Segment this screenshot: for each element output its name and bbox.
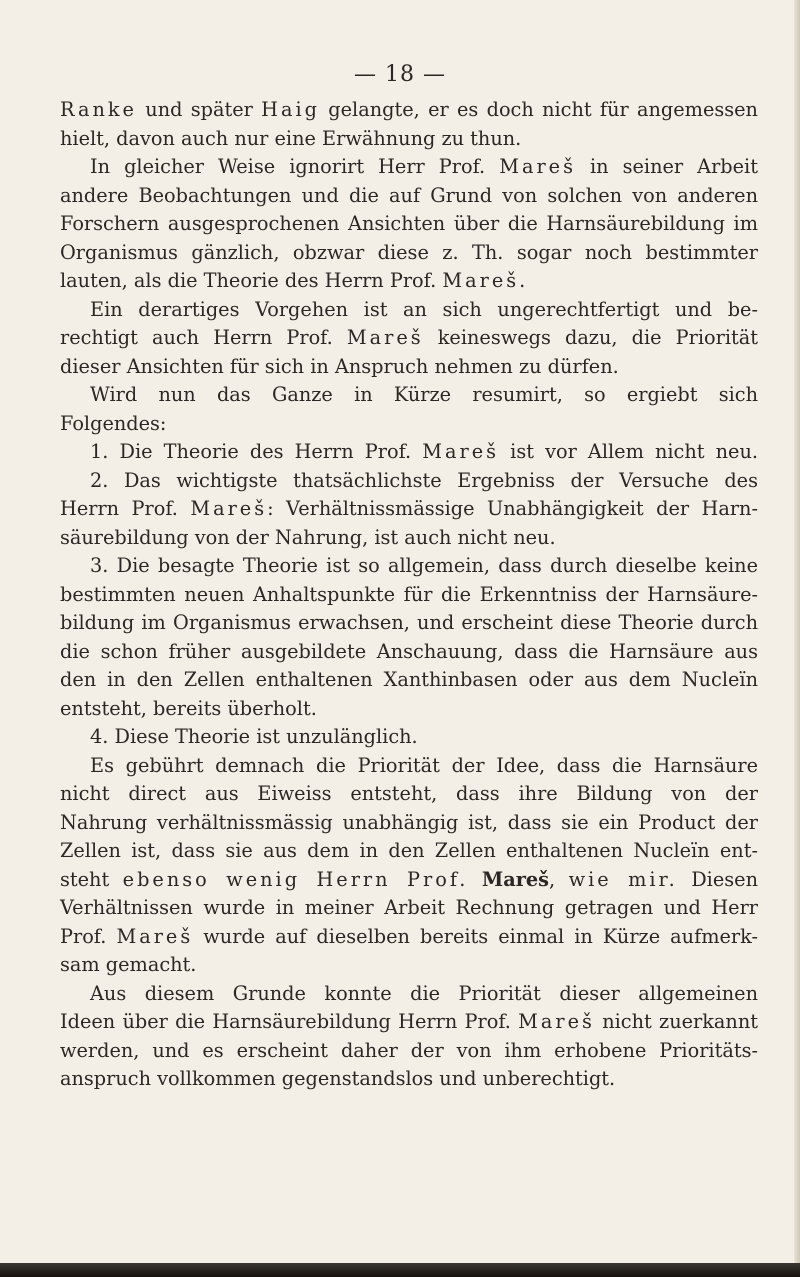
text-line: sam gemacht. xyxy=(60,953,197,976)
page-number: — 18 — xyxy=(354,62,446,87)
text-line: die schon früher ausgebildete Anschauung, dass die Harnsäure aus xyxy=(60,639,758,663)
text-line: Verhältnissen wurde in meiner Arbeit Rechnung getragen und Herr xyxy=(60,896,758,919)
text-line: den in den Zellen enthaltenen Xanthinbasen oder aus dem Nucleïn xyxy=(60,668,758,691)
list-item-4: 4. Diese Theorie ist unzulänglich. xyxy=(90,725,418,748)
text-line: Nahrung verhältnissmässig unabhängig ist, dass sie ein Product der xyxy=(60,810,758,834)
text-line: andere Beobachtungen und die auf Grund von solchen von anderen xyxy=(60,183,758,207)
text-line: Organismus gänzlich, obzwar diese z. Th. sogar noch bestimmter xyxy=(60,240,758,264)
text-line: rechtigt auch Herrn Prof. Mareš keineswegs dazu, die Priorität xyxy=(60,326,758,349)
text-line: Herrn Prof. Mareš: Verhältnissmässige Unabhängigkeit der Harn- xyxy=(60,497,758,520)
text-line: Prof. Mareš wurde auf dieselben bereits einmal in Kürze aufmerk- xyxy=(60,924,758,948)
list-item-2: 2. Das wichtigste thatsächlichste Ergebniss der Versuche des xyxy=(90,468,758,492)
text-line: anspruch vollkommen gegenstandslos und unberechtigt. xyxy=(60,1067,616,1090)
list-item-3: 3. Die besagte Theorie ist so allgemein, dass durch dieselbe keine xyxy=(90,554,758,577)
list-item-1: 1. Die Theorie des Herrn Prof. Mareš ist vor Allem nicht neu. xyxy=(90,440,758,463)
text-line: werden, und es erscheint daher der von ihm erhobene Prioritäts- xyxy=(60,1038,758,1062)
text-line: hielt, davon auch nur eine Erwähnung zu thun. xyxy=(60,126,522,150)
text-line: dieser Ansichten für sich in Anspruch nehmen zu dürfen. xyxy=(60,354,619,378)
text-line: säurebildung von der Nahrung, ist auch nicht neu. xyxy=(60,525,556,549)
text-line: bestimmten neuen Anhaltspunkte für die Erkenntniss der Harnsäure- xyxy=(60,582,758,606)
text-line: entsteht, bereits überholt. xyxy=(60,696,317,720)
text-line: In gleicher Weise ignorirt Herr Prof. Mareš in seiner Arbeit xyxy=(90,155,758,178)
body-text xyxy=(60,96,758,1094)
text-line: bildung im Organismus erwachsen, und erscheint diese Theorie durch xyxy=(60,611,758,634)
text-line: Ein derartiges Vorgehen ist an sich ungerechtfertigt und be- xyxy=(90,297,758,321)
text-line: nicht direct aus Eiweiss entsteht, dass ihre Bildung von der xyxy=(60,782,758,805)
text-line: Forschern ausgesprochenen Ansichten über die Harnsäurebildung im xyxy=(60,212,758,235)
text-line: lauten, als die Theorie des Herrn Prof. Mareš. xyxy=(60,269,526,292)
text-line: steht ebenso wenig Herrn Prof. Mareš, wie mir. Diesen xyxy=(60,867,758,891)
page-edge-shadow xyxy=(794,0,800,1277)
text-line: Wird nun das Ganze in Kürze resumirt, so ergiebt sich xyxy=(90,383,758,406)
text-line: Folgendes: xyxy=(60,411,167,435)
text-line: Es gebührt demnach die Priorität der Idee, dass die Harnsäure xyxy=(90,753,758,777)
text-line: Ideen über die Harnsäurebildung Herrn Prof. Mareš nicht zuerkannt xyxy=(60,1010,758,1033)
scan-bottom-border xyxy=(0,1263,800,1277)
text-line: Zellen ist, dass sie aus dem in den Zellen enthaltenen Nucleïn ent- xyxy=(60,839,758,862)
text-line: Aus diesem Grunde konnte die Priorität dieser allgemeinen xyxy=(90,981,758,1005)
text-line: Ranke und später Haig gelangte, er es doch nicht für angemessen xyxy=(60,98,758,121)
